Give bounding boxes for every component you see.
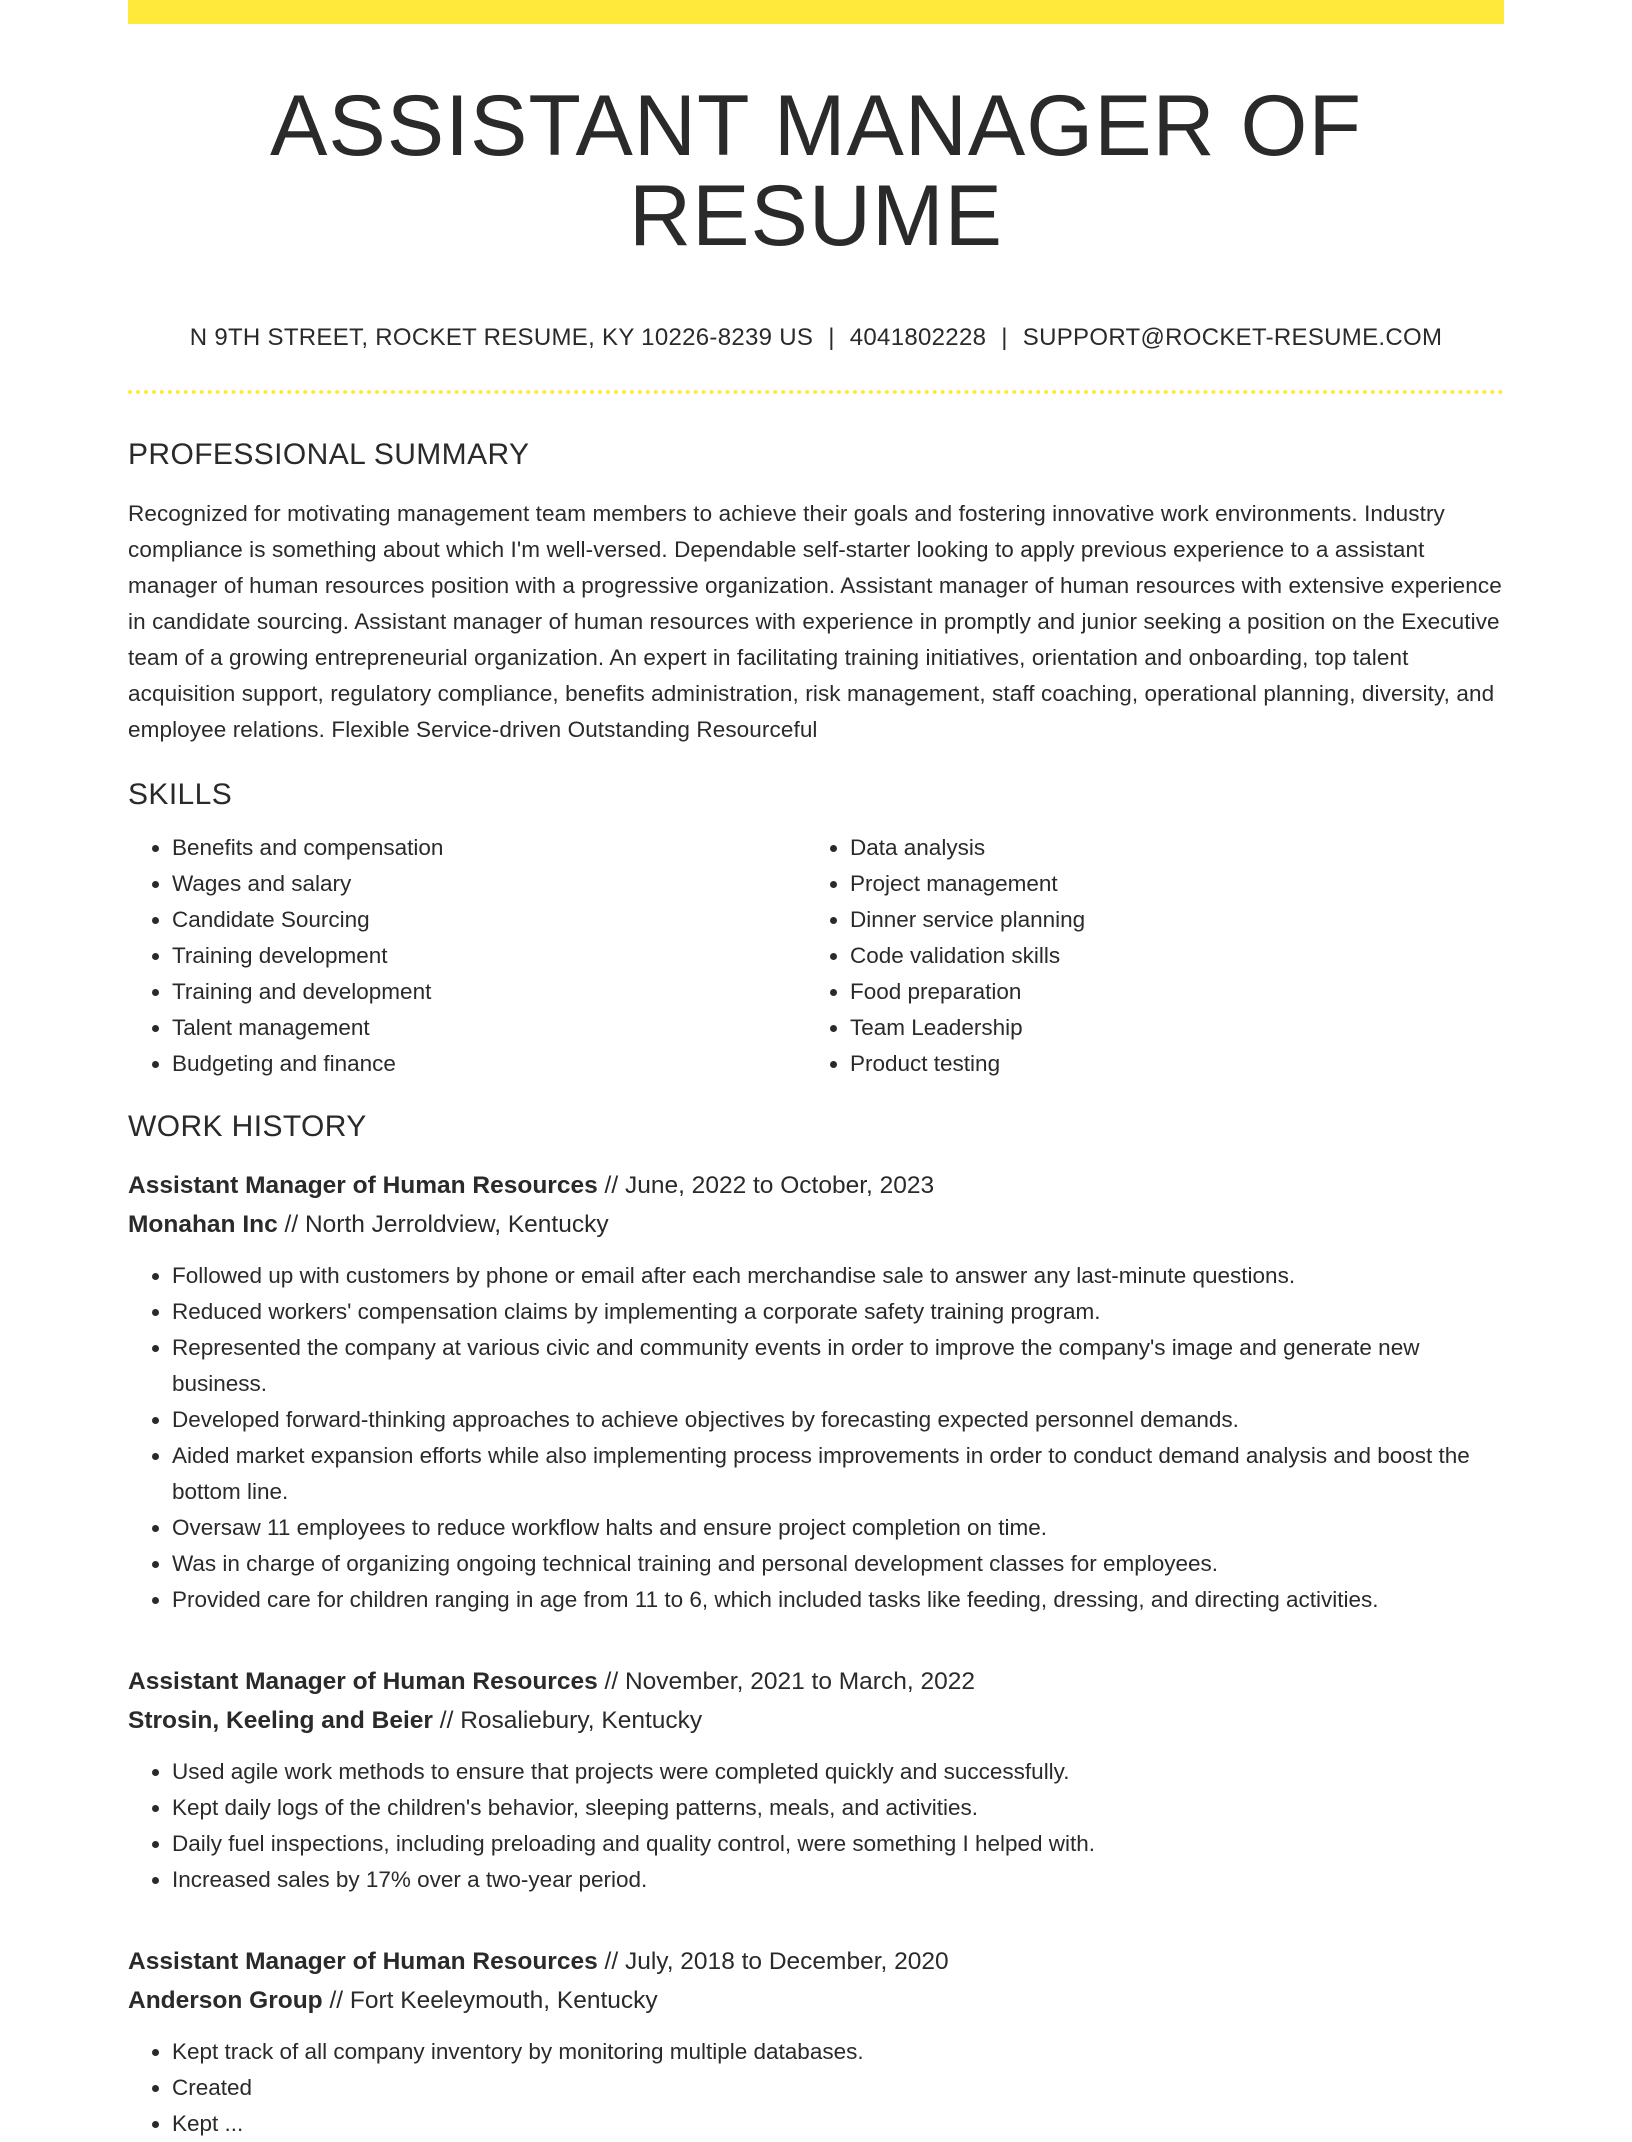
skills-list-right	[806, 830, 1484, 1082]
job-bullet: • Increased sales by 17% over a two-year period.	[172, 1862, 1504, 1898]
skill-item: • Team Leadership	[850, 1010, 1484, 1046]
accent-bar	[128, 0, 1504, 24]
job-bullet: • Was in charge of organizing ongoing technical training and personal development classes for employees.	[172, 1546, 1504, 1582]
job-location: // Fort Keeleymouth, Kentucky	[322, 1987, 658, 2015]
job-entry	[128, 1166, 1504, 1618]
skill-item: • Data analysis	[850, 830, 1484, 866]
job-bullet: • Followed up with customers by phone or email after each merchandise sale to answer any last-minute questions.	[172, 1258, 1504, 1294]
skill-item: • Benefits and compensation	[172, 830, 806, 866]
job-bullet: • Aided market expansion efforts while also implementing process improvements in order to conduct demand analysis and boost the bottom line.	[172, 1438, 1504, 1510]
skills-list-left	[128, 830, 806, 1082]
summary-heading: PROFESSIONAL SUMMARY	[128, 438, 530, 472]
job-location: // Rosaliebury, Kentucky	[432, 1707, 703, 1735]
job-company-line	[128, 1981, 1504, 2020]
skill-item: • Product testing	[850, 1046, 1484, 1082]
job-title-line	[128, 1942, 1504, 1981]
job-bullets	[128, 1258, 1504, 1618]
resume-page	[128, 0, 1504, 2142]
job-company: Strosin, Keeling and Beier	[128, 1707, 433, 1735]
contact-separator: |	[1001, 323, 1008, 351]
summary-text: Recognized for motivating management team members to achieve their goals and fostering innovative work environments. Industry compliance is something about which I'm well-versed. Dependable self-starter looking to apply previous experience to a assistant manager of human resources position with a progressive organization. Assistant manager of human resources with extensive experience in candidate sourcing. Assistant manager of human resources with experience in promptly and junior seeking a position on the Executive team of a growing entrepreneurial organization. An expert in facilitating training initiatives, orientation and onboarding, top talent acquisition support, regulatory compliance, benefits administration, risk management, staff coaching, operational planning, diversity, and employee relations. Flexible Service-driven Outstanding Resourceful	[128, 501, 1502, 743]
job-bullet: • Represented the company at various civic and community events in order to improve the company's image and generate new business.	[172, 1330, 1504, 1402]
job-dates: // June, 2022 to October, 2023	[597, 1172, 935, 1200]
job-title: Assistant Manager of Human Resources	[128, 1948, 598, 1976]
skills-columns	[128, 830, 1504, 1082]
job-bullet: • Reduced workers' compensation claims by implementing a corporate safety training program.	[172, 1294, 1504, 1330]
skills-heading: SKILLS	[128, 778, 233, 812]
job-entry	[128, 1942, 1504, 2142]
job-bullet: • Developed forward-thinking approaches to achieve objectives by forecasting expected personnel demands.	[172, 1402, 1504, 1438]
job-title: Assistant Manager of Human Resources	[128, 1668, 598, 1696]
contact-separator: |	[828, 323, 835, 351]
skill-item: • Training and development	[172, 974, 806, 1010]
job-title: Assistant Manager of Human Resources	[128, 1172, 598, 1200]
job-bullet: • Kept track of all company inventory by monitoring multiple databases.	[172, 2034, 1504, 2070]
skill-item: • Project management	[850, 866, 1484, 902]
contact-phone: 4041802228	[849, 323, 987, 351]
resume-name: ASSISTANT MANAGER OF RESUME	[270, 78, 1362, 265]
job-company-line	[128, 1701, 1504, 1740]
job-bullet: • Oversaw 11 employees to reduce workflow halts and ensure project completion on time.	[172, 1510, 1504, 1546]
job-company: Monahan Inc	[128, 1211, 278, 1239]
skill-item: • Budgeting and finance	[172, 1046, 806, 1082]
job-bullets	[128, 1754, 1504, 1898]
job-company-line	[128, 1205, 1504, 1244]
skill-item: • Talent management	[172, 1010, 806, 1046]
contact-address: N 9TH STREET, ROCKET RESUME, KY 10226-8239 US	[189, 323, 814, 351]
job-bullet: • Kept daily logs of the children's behavior, sleeping patterns, meals, and activities.	[172, 1790, 1504, 1826]
job-bullets	[128, 2034, 1504, 2142]
job-entry	[128, 1662, 1504, 1898]
work-history-heading: WORK HISTORY	[128, 1110, 367, 1144]
contact-line	[128, 324, 1504, 353]
skill-item: • Wages and salary	[172, 866, 806, 902]
skill-item: • Food preparation	[850, 974, 1484, 1010]
skill-item: • Dinner service planning	[850, 902, 1484, 938]
job-bullet: • Provided care for children ranging in age from 11 to 6, which included tasks like feeding, dressing, and directing activities.	[172, 1582, 1504, 1618]
job-bullet: • Kept ...	[172, 2106, 1504, 2142]
job-bullet: • Daily fuel inspections, including preloading and quality control, were something I helped with.	[172, 1826, 1504, 1862]
job-bullet: • Used agile work methods to ensure that projects were completed quickly and successfully.	[172, 1754, 1504, 1790]
job-dates: // July, 2018 to December, 2020	[597, 1948, 949, 1976]
job-title-line	[128, 1662, 1504, 1701]
skill-item: • Training development	[172, 938, 806, 974]
job-dates: // November, 2021 to March, 2022	[597, 1668, 975, 1696]
contact-email: SUPPORT@ROCKET-RESUME.COM	[1022, 323, 1443, 351]
skill-item: • Code validation skills	[850, 938, 1484, 974]
job-bullet: • Created	[172, 2070, 1504, 2106]
job-location: // North Jerroldview, Kentucky	[277, 1211, 609, 1239]
job-company: Anderson Group	[128, 1987, 323, 2015]
dotted-divider	[128, 390, 1504, 394]
job-title-line	[128, 1166, 1504, 1205]
skill-item: • Candidate Sourcing	[172, 902, 806, 938]
